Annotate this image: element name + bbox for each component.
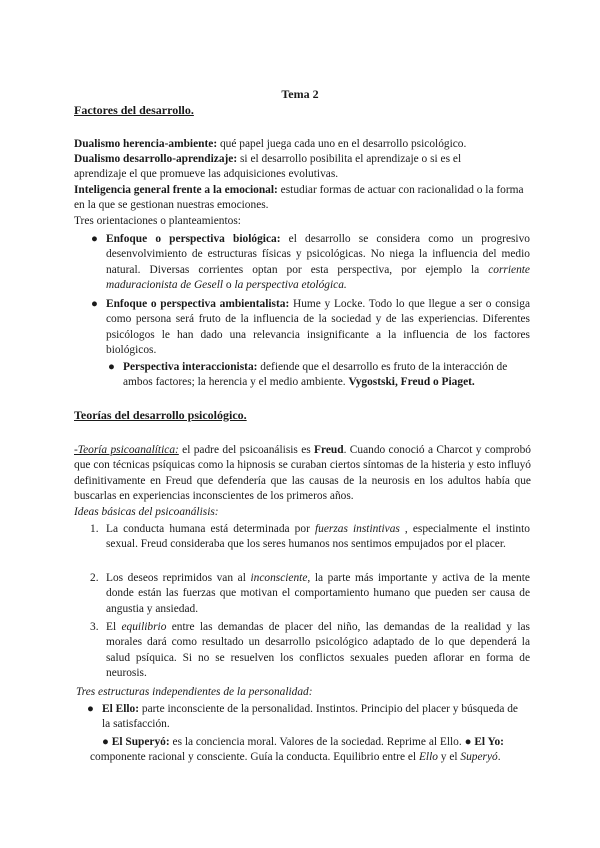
numbered-item-2 [90,571,530,617]
bullet-icon: ● [108,361,115,373]
term: Inteligencia general frente a la emocional: [74,184,278,196]
list-item-interaccionista [108,360,533,391]
item-number: 3. [90,621,99,633]
text: estudiar formas de actuar con racionalidad o la forma en la que se gestionan nuestras emociones. [74,184,524,212]
paragraph-dualismo-desarrollo [74,152,512,183]
item-number: 1. [90,523,99,535]
numbered-item-1 [90,522,530,553]
term: Perspectiva interaccionista: [123,361,258,373]
list-item-ello [87,702,522,733]
text: Los deseos reprimidos van al [106,572,251,584]
text: el desarrollo se considera como un progresivo desenvolvimiento de estructuras físicas y psicológicas. No niega la influencia del medio natural. Diversas corrientes optan por esta perspectiva, por ejemplo la [106,233,530,276]
emphasis: Ello [418,751,438,764]
emphasis: corriente maduracionista de Gesell [106,263,530,292]
text: , la parte más importante y activa de la mente donde están las fuerzas que motivan el comportamiento humano que pueden ser causa de angustia y ansiedad. [106,572,530,615]
bullet-icon: ● [102,736,109,748]
term: Enfoque o perspectiva biológica: [106,233,281,245]
item-number: 2. [90,572,99,584]
bullet-icon: ● [91,233,98,245]
section-heading-teorias: Teorías del desarrollo psicológico. [74,408,247,422]
term: El Yo: [474,736,504,748]
term: Dualismo herencia-ambiente: [74,138,218,150]
text: defiende que el desarrollo es fruto de la interacción de ambos factores; la herencia y el medio ambiente. [123,361,508,389]
text: , especialmente el instinto sexual. Freud consideraba que los seres humanos nos sentimos empujados por el placer. [106,523,530,551]
text: y el [437,751,461,764]
text: componente racional y consciente. Guía la conducta. Equilibrio entre el [90,751,419,764]
term: Enfoque o perspectiva ambientalista: [106,298,290,310]
emphasis: inconsciente [250,572,308,584]
term: Dualismo desarrollo-aprendizaje: [74,153,238,165]
text: si el desarrollo posibilita el aprendizaje o si es el aprendizaje el que promueve las adquisiciones evolutivas. [74,153,462,181]
text: entre las demandas de placer del niño, las demandas de la realidad y las morales dará como resultado un desarrollo psicológico adaptado de lo que dependerá la salud psíquica. Si no se resuelven los conflictos sexuales pueden aflorar en forma de neurosis. [106,621,530,680]
paragraph-inteligencia [74,183,530,214]
list-item-superyo-yo [90,735,535,766]
subheading: -Teoría psicoanalítica: [74,444,179,456]
numbered-item-3 [90,620,530,682]
text: La conducta humana está determinada por [106,523,315,535]
text: es la conciencia moral. Valores de la sociedad. Reprime al Ello. [169,736,465,748]
label-tres-estructuras [76,685,532,700]
text: . Cuando conoció a Charcot y comprobó que con técnicas psíquicas como la hipnosis se curaban ciertos síntomas de la histeria y esto influyó definitivamente en Freud que defendería que las causas de la neurosis en los adultos había que buscarlas en experiencias inconscientes de los primeros años. [74,444,531,503]
authors: Vygostski, Freud o Piaget. [348,376,475,389]
text: . [497,751,501,764]
text: o [223,279,235,292]
list-item-ambientalista [91,297,531,359]
text: Hume y Locke. Todo lo que llegue a ser o consiga como persona será fruto de la influencia de la sociedad y de las experiencias. Diferentes psicólogos le han dado una relevancia insignificante a la influencia de los factores biológicos. [106,298,531,357]
section-heading-factores: Factores del desarrollo. [74,103,194,117]
emphasis: equilibrio [121,621,167,633]
list-item-biologica [91,232,530,294]
bullet-icon: ● [464,736,472,748]
emphasis: fuerzas instintivas [314,523,400,535]
term: El Ello: [102,703,140,715]
term: El Superyó: [111,736,170,748]
text: el padre del psicoanálisis es [178,444,315,456]
bullet-icon: ● [91,298,98,310]
bullet-icon: ● [87,703,94,715]
paragraph-orientaciones: Tres orientaciones o planteamientos: [74,215,241,227]
subheading: Tres estructuras independientes de la personalidad: [76,686,313,698]
subheading: Ideas básicas del psicoanálisis: [74,506,219,518]
page-title: Tema 2 [281,87,319,101]
emphasis: Superyó [460,751,498,764]
emphasis: la perspectiva etológica. [234,279,347,292]
term: Freud [314,444,344,456]
paragraph-dualismo-herencia [74,137,530,152]
paragraph-teoria-psicoanalitica [74,443,531,505]
label-ideas-basicas [74,505,530,520]
text: El [106,621,122,633]
text: qué papel juega cada uno en el desarrollo psicológico. [217,138,467,150]
text: parte inconsciente de la personalidad. Instintos. Principio del placer y búsqueda de la satisfacción. [102,703,518,731]
